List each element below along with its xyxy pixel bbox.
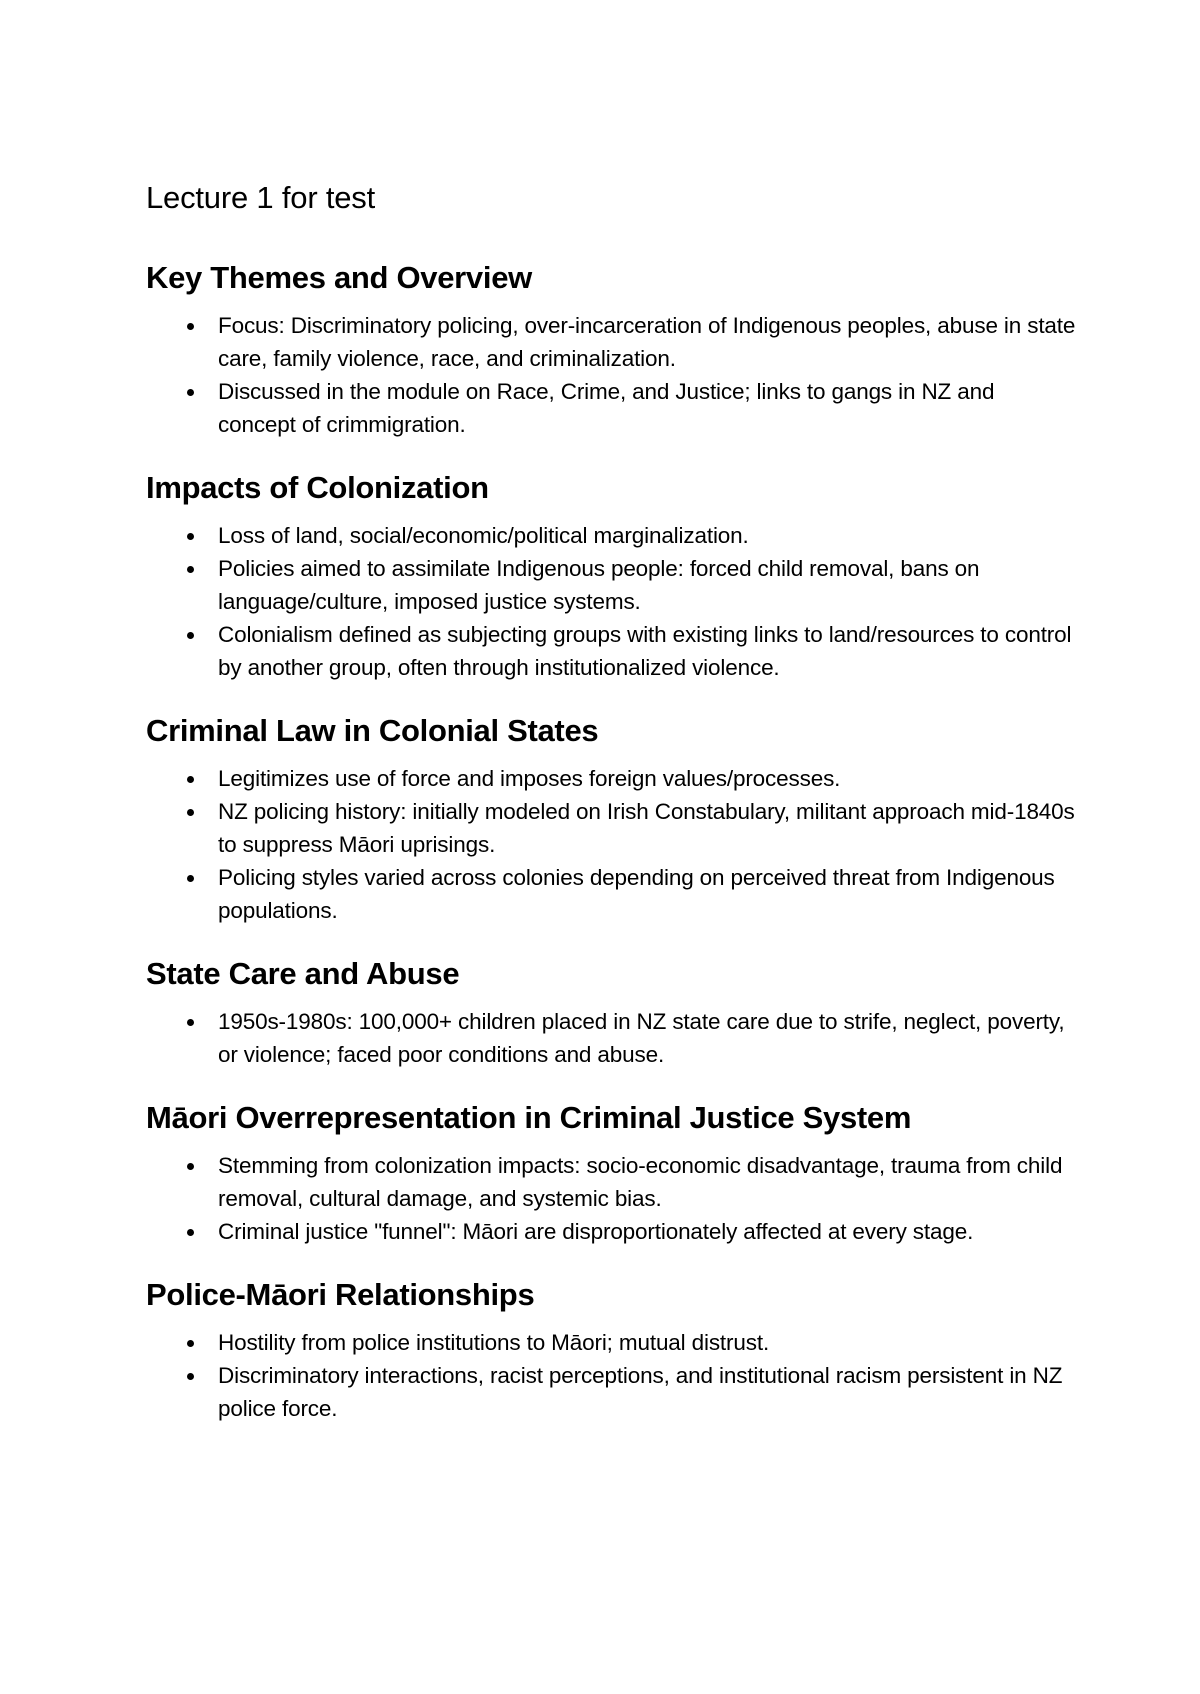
bullet-icon [187, 566, 194, 573]
list-item-text: Criminal justice "funnel": Māori are disproportionately affected at every stage. [218, 1219, 974, 1244]
bullet-icon [187, 1340, 194, 1347]
section-impacts-of-colonization [146, 468, 1076, 684]
list-item [146, 1326, 1076, 1359]
list-item-text: Discussed in the module on Race, Crime, and Justice; links to gangs in NZ and concept of crimmigration. [218, 379, 995, 437]
list-item-text: Stemming from colonization impacts: socio-economic disadvantage, trauma from child removal, cultural damage, and systemic bias. [218, 1153, 1063, 1211]
list-item-text: NZ policing history: initially modeled on Irish Constabulary, militant approach mid-1840s to suppress Māori uprisings. [218, 799, 1075, 857]
bullet-icon [187, 632, 194, 639]
list-item [146, 795, 1076, 861]
bullet-list [146, 519, 1076, 684]
bullet-list [146, 1005, 1076, 1071]
section-heading: Police-Māori Relationships [146, 1277, 535, 1312]
bullet-list [146, 762, 1076, 927]
bullet-icon [187, 533, 194, 540]
bullet-icon [187, 809, 194, 816]
list-item-text: Policing styles varied across colonies depending on perceived threat from Indigenous populations. [218, 865, 1055, 923]
list-item-text: 1950s-1980s: 100,000+ children placed in NZ state care due to strife, neglect, poverty, or violence; faced poor conditions and abuse. [218, 1009, 1065, 1067]
bullet-icon [187, 776, 194, 783]
document-page [146, 178, 1076, 1452]
bullet-list [146, 1326, 1076, 1425]
section-heading: Key Themes and Overview [146, 260, 532, 295]
section-heading: Māori Overrepresentation in Criminal Justice System [146, 1100, 912, 1135]
section-police-maori-relationships [146, 1275, 1076, 1425]
bullet-list [146, 1149, 1076, 1248]
list-item [146, 618, 1076, 684]
bullet-icon [187, 1019, 194, 1026]
list-item [146, 552, 1076, 618]
bullet-list [146, 309, 1076, 441]
list-item [146, 1005, 1076, 1071]
section-maori-overrepresentation [146, 1098, 1076, 1248]
bullet-icon [187, 1229, 194, 1236]
bullet-icon [187, 1373, 194, 1380]
list-item-text: Loss of land, social/economic/political marginalization. [218, 523, 749, 548]
list-item-text: Hostility from police institutions to Māori; mutual distrust. [218, 1330, 770, 1355]
bullet-icon [187, 875, 194, 882]
bullet-icon [187, 389, 194, 396]
list-item [146, 309, 1076, 375]
list-item [146, 375, 1076, 441]
bullet-icon [187, 323, 194, 330]
list-item [146, 1149, 1076, 1215]
list-item [146, 1215, 1076, 1248]
section-heading: Criminal Law in Colonial States [146, 713, 599, 748]
list-item-text: Focus: Discriminatory policing, over-incarceration of Indigenous peoples, abuse in state care, family violence, race, and criminalization. [218, 313, 1076, 371]
list-item [146, 519, 1076, 552]
list-item-text: Discriminatory interactions, racist perceptions, and institutional racism persistent in NZ police force. [218, 1363, 1063, 1421]
list-item [146, 762, 1076, 795]
list-item-text: Legitimizes use of force and imposes foreign values/processes. [218, 766, 841, 791]
section-heading: State Care and Abuse [146, 956, 460, 991]
bullet-icon [187, 1163, 194, 1170]
section-state-care [146, 954, 1076, 1071]
section-criminal-law [146, 711, 1076, 927]
list-item [146, 861, 1076, 927]
section-key-themes [146, 258, 1076, 441]
list-item-text: Colonialism defined as subjecting groups with existing links to land/resources to control by another group, often through institutionalized violence. [218, 622, 1072, 680]
list-item [146, 1359, 1076, 1425]
section-heading: Impacts of Colonization [146, 470, 489, 505]
document-title: Lecture 1 for test [146, 180, 376, 215]
list-item-text: Policies aimed to assimilate Indigenous people: forced child removal, bans on language/culture, imposed justice systems. [218, 556, 980, 614]
